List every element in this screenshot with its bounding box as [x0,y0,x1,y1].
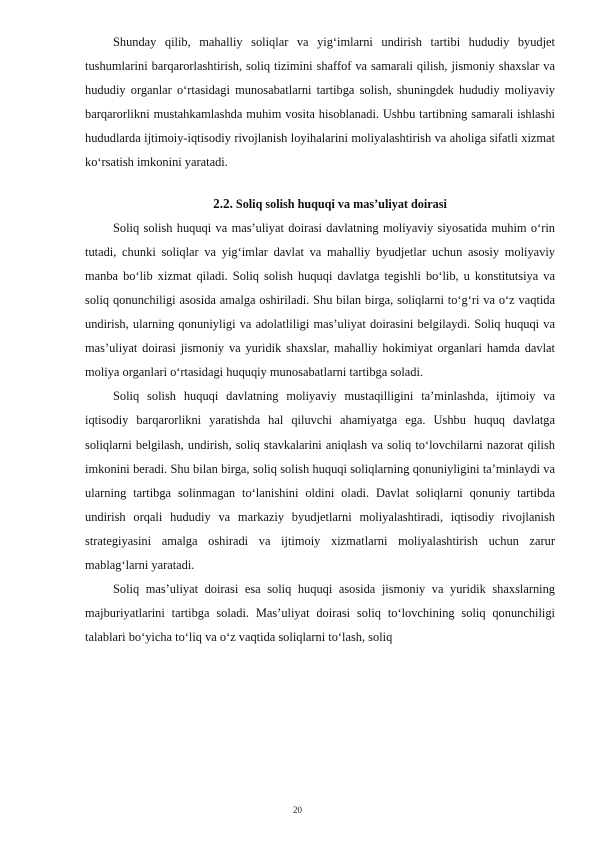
paragraph-intro: Shunday qilib, mahalliy soliqlar va yig‘imlarni undirish tartibi hududiy byudjet tushumlarini barqarorlashtirish, soliq tizimini shaffof va samarali qilish, jismoniy shaxslar va hududiy organlar o‘rtasidagi munosabatlarni tartibga solish, shuningdek hududiy moliyaviy barqarorlikni mustahkamlashda muhim vosita hisoblanadi. Ushbu tartibning samarali ishlashi hududlarda ijtimoiy-iqtisodiy rivojlanish loyihalarini moliyalashtirish va aholiga sifatli xizmat ko‘rsatish imkonini yaratadi. [85,35,555,170]
section-heading [85,192,555,216]
paragraph-3: Soliq mas’uliyat doirasi esa soliq huquqi asosida jismoniy va yuridik shaxslarning majburiyatlarini tartibga soladi. Mas’uliyat doirasi soliq to‘lovchining soliq qonunchiligi talablari bo‘yicha to‘liq va o‘z vaqtida soliqlarni to‘lash, soliq [85,582,555,645]
page-number: 20 [293,805,302,815]
paragraph-1: Soliq solish huquqi va mas’uliyat doirasi davlatning moliyaviy siyosatida muhim o‘rin tutadi, chunki soliqlar va yig‘imlar davlat va mahalliy byudjetlar uchun asosiy moliyaviy manba bo‘lib xizmat qiladi. Soliq solish huquqi davlatga tegishli bo‘lib, u konstitutsiya va soliq qonunchiligi asosida amalga oshiriladi. Shu bilan birga, soliqlarni to‘g‘ri va o‘z vaqtida undirish, ularning qonuniyligi va adolatliligi mas’uliyat doirasini belgilaydi. Soliq huquqi va mas’uliyat doirasi jismoniy va yuridik shaxslar, mahalliy hokimiyat organlari hamda davlat moliya organlari o‘rtasidagi huquqiy munosabatlarni tartibga soladi. [85,220,555,380]
document-page [85,30,555,649]
section-title: Soliq solish huquqi va mas’uliyat doirasi [235,196,447,211]
section-number: 2.2. [213,195,233,211]
paragraph-2: Soliq solish huquqi davlatning moliyaviy mustaqilligini ta’minlashda, ijtimoiy va iqtisodiy barqarorlikni yaratishda hal qiluvchi ahamiyatga ega. Ushbu huquq davlatga soliqlarni belgilash, undirish, soliq stavkalarini aniqlash va soliq to‘lovchilarni nazorat qilish imkonini beradi. Shu bilan birga, soliq solish huquqi soliqlarning qonuniyligini ta’minlaydi va ularning tartibga solinmagan to‘lanishini oldini oladi. Davlat soliqlarni qonuniy tartibda undirish orqali hududiy va markaziy byudjetlarni moliyalashtiradi, iqtisodiy rivojlanish strategiyasini amalga oshiradi va ijtimoiy xizmatlarni moliyalashtirish uchun zarur mablag‘larni yaratadi. [85,389,555,572]
